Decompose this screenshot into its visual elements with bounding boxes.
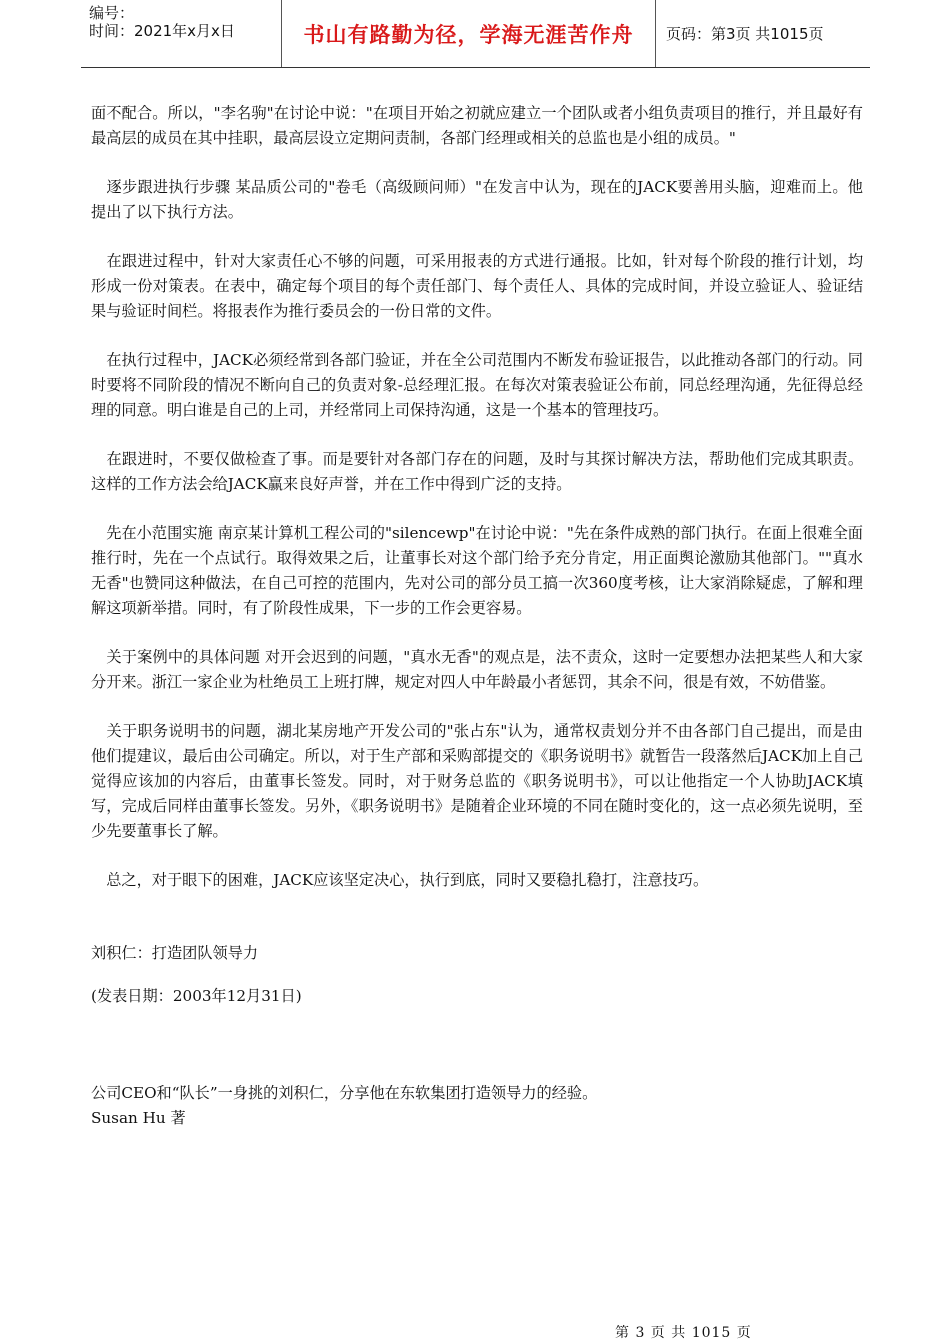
article-title: 刘积仁：打造团队领导力 — [91, 944, 259, 962]
paragraph: 先在小范围实施 南京某计算机工程公司的"silencewp"在讨论中说："先在条件成熟的部门执行。在面上很难全面推行时，先在一个点试行。取得效果之后，让董事长对这个部门给予充分肯定，用正面舆论激励其他部门。""真水无香"也赞同这种做法，在自己可控的范围内，先对公司的部分员工搞一次360度考核，让大家消除疑虑，了解和理解这项新举措。同时，有了阶段性成果，下一步的工作会更容易。 — [91, 524, 863, 617]
paragraph: 总之，对于眼下的困难，JACK应该坚定决心，执行到底，同时又要稳扎稳打，注意技巧。 — [91, 871, 709, 889]
paragraph: 在跟进过程中，针对大家责任心不够的问题，可采用报表的方式进行通报。比如，针对每个阶段的推行计划，均形成一份对策表。在表中，确定每个项目的每个责任部门、每个责任人、具体的完成时间，并设立验证人、验证结果与验证时间栏。将报表作为推行委员会的一份日常的文件。 — [91, 252, 863, 320]
paragraph: 在执行过程中，JACK必须经常到各部门验证，并在全公司范围内不断发布验证报告，以此推动各部门的行动。同时要将不同阶段的情况不断向自己的负责对象-总经理汇报。在每次对策表验证公布前，同总经理沟通，先征得总经理的同意。明白谁是自己的上司，并经常同上司保持沟通，这是一个基本的管理技巧。 — [91, 351, 863, 419]
doc-time-label: 时间：2021年x月x日 — [89, 22, 235, 40]
header-page-info: 页码：第3页 共1015页 — [666, 25, 824, 43]
publish-date: (发表日期：2003年12月31日) — [91, 987, 302, 1005]
paragraph: 关于案例中的具体问题 对开会迟到的问题，"真水无香"的观点是，法不责众，这时一定要想办法把某些人和大家分开来。浙江一家企业为杜绝员工上班打牌，规定对四人中年龄最小者惩罚，其余不问，很是有效，不妨借鉴。 — [91, 648, 863, 691]
page-header — [81, 0, 870, 68]
doc-number-label: 编号： — [89, 4, 135, 22]
paragraph: 逐步跟进执行步骤 某品质公司的"卷毛（高级顾问师）"在发言中认为，现在的JACK要善用头脑，迎难而上。他提出了以下执行方法。 — [91, 178, 863, 221]
header-motto-cell — [282, 0, 656, 67]
article-intro: 公司CEO和“队长”一身挑的刘积仁，分享他在东软集团打造领导力的经验。 — [91, 1084, 598, 1102]
article-author: Susan Hu 著 — [91, 1109, 186, 1127]
header-page-info-cell — [656, 0, 870, 67]
header-motto: 书山有路勤为径，学海无涯苦作舟 — [303, 22, 634, 47]
paragraph: 在跟进时，不要仅做检查了事。而是要针对各部门存在的问题，及时与其探讨解决方法，帮助他们完成其职责。这样的工作方法会给JACK赢来良好声誉，并在工作中得到广泛的支持。 — [91, 450, 863, 493]
paragraph: 面不配合。所以，"李名驹"在讨论中说："在项目开始之初就应建立一个团队或者小组负责项目的推行，并且最好有最高层的成员在其中挂职，最高层设立定期问责制，各部门经理或相关的总监也是小组的成员。" — [91, 104, 863, 147]
document-body — [91, 101, 863, 1131]
page-footer: 第 3 页 共 1015 页 — [615, 1325, 752, 1341]
header-meta — [81, 0, 282, 67]
paragraph: 关于职务说明书的问题，湖北某房地产开发公司的"张占东"认为，通常权责划分并不由各部门自己提出，而是由他们提建议，最后由公司确定。所以，对于生产部和采购部提交的《职务说明书》就暂告一段落然后JACK加上自己觉得应该加的内容后，由董事长签发。同时，对于财务总监的《职务说明书》，可以让他指定一个人协助JACK填写，完成后同样由董事长签发。另外，《职务说明书》是随着企业环境的不同在随时变化的，这一点必须先说明，至少先要董事长了解。 — [91, 722, 863, 840]
